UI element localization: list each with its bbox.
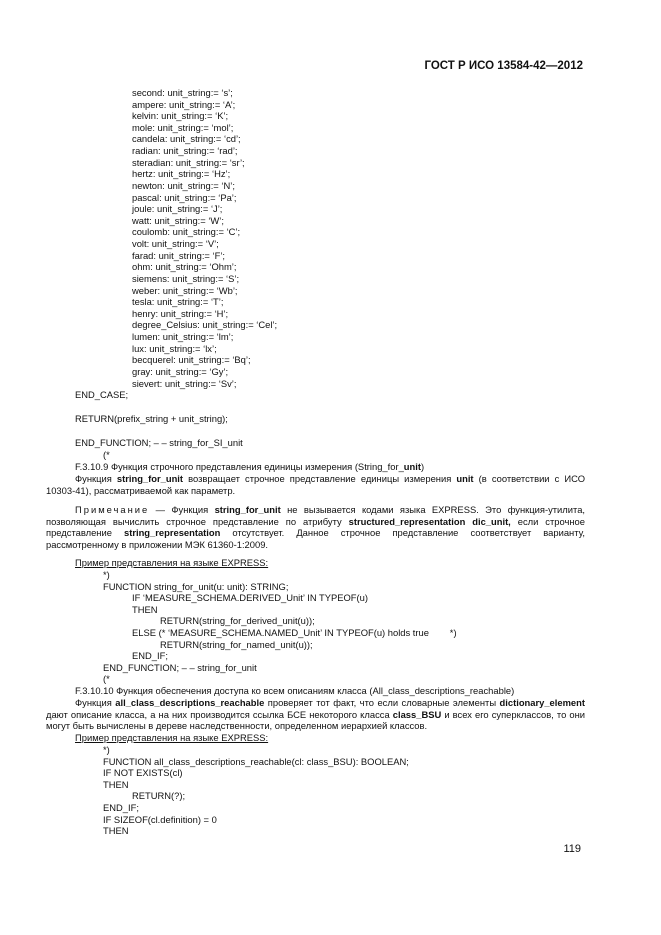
unit-line: tesla: unit_string:= ‘T’; bbox=[132, 296, 224, 308]
unit-line: second: unit_string:= ‘s’; bbox=[132, 87, 233, 98]
section-title-3109: F.3.10.9 Функция строчного представления единицы измерения (String_for_unit) bbox=[75, 461, 425, 472]
paragraph-31010: Функция all_class_descriptions_reachable проверяет тот факт, что если словарные элементы dictionary_element дают описание класса, а на них производится ссылка БСЕ некоторого класса class_BSU и всех его суперклассов, то они могут быть вычислены в дереве наследственности, определенном иерархией классов. bbox=[46, 697, 585, 732]
code-line: END_FUNCTION; – – string_for_unit bbox=[103, 661, 257, 673]
unit-line: siemens: unit_string:= ‘S’; bbox=[132, 272, 240, 284]
code-line: THEN bbox=[132, 603, 158, 615]
unit-line: newton: unit_string:= ‘N’; bbox=[132, 179, 235, 191]
unit-line: kelvin: unit_string:= ‘K’; bbox=[132, 110, 229, 122]
unit-line: degree_Celsius: unit_string:= ‘Cel’; bbox=[132, 319, 278, 331]
code-line: IF SIZEOF(cl.definition) = 0 bbox=[103, 813, 217, 825]
code-line: RETURN(?); bbox=[132, 790, 186, 802]
code-line: FUNCTION all_class_descriptions_reachable(cl: class_BSU): BOOLEAN; bbox=[103, 755, 409, 767]
code-line: IF ‘MEASURE_SCHEMA.DERIVED_Unit’ IN TYPEOF(u) bbox=[132, 592, 368, 604]
unit-line: henry: unit_string:= ‘H’; bbox=[132, 307, 229, 319]
code-line: RETURN(string_for_named_unit(u)); bbox=[160, 638, 313, 650]
code-line: END_IF; bbox=[132, 650, 168, 662]
return-line: RETURN(prefix_string + unit_string); bbox=[75, 413, 228, 424]
unit-line: lux: unit_string:= ‘lx’; bbox=[132, 342, 217, 354]
page-number: 119 bbox=[563, 843, 581, 855]
end-case-line: END_CASE; bbox=[75, 389, 129, 400]
code-line: ELSE (* ‘MEASURE_SCHEMA.NAMED_Unit’ IN TYPEOF(u) holds true *) bbox=[132, 627, 457, 638]
code-line: THEN bbox=[103, 778, 129, 790]
code-line: *) bbox=[103, 569, 110, 580]
unit-line: mole: unit_string:= ‘mol’; bbox=[132, 121, 234, 133]
unit-line: hertz: unit_string:= ‘Hz’; bbox=[132, 168, 231, 180]
unit-line: farad: unit_string:= ‘F’; bbox=[132, 249, 226, 261]
unit-line: lumen: unit_string:= ‘lm’; bbox=[132, 331, 234, 343]
unit-line: watt: unit_string:= ‘W’; bbox=[132, 214, 224, 226]
unit-line: steradian: unit_string:= ‘sr’; bbox=[132, 156, 245, 168]
example-label-2: Пример представления на языке EXPRESS: bbox=[75, 732, 269, 743]
code-line: *) bbox=[103, 744, 110, 755]
unit-line: weber: unit_string:= ‘Wb’; bbox=[132, 284, 238, 296]
code-line: THEN bbox=[103, 825, 129, 837]
paragraph-3109: Функция string_for_unit возвращает строчное представление единицы измерения unit (в соответствии с ИСО 10303-41), рассматриваемой как параметр. bbox=[46, 473, 585, 496]
code-line: END_IF; bbox=[103, 802, 139, 813]
unit-line: ampere: unit_string:= ‘A’; bbox=[132, 98, 236, 110]
example-label-1: Пример представления на языке EXPRESS: bbox=[75, 557, 269, 568]
unit-line: radian: unit_string:= ‘rad’; bbox=[132, 145, 238, 157]
unit-line: becquerel: unit_string:= ‘Bq’; bbox=[132, 354, 251, 366]
code-line: IF NOT EXISTS(cl) bbox=[103, 767, 183, 779]
unit-line: joule: unit_string:= ‘J’; bbox=[132, 203, 223, 215]
comment-open-line: (* bbox=[103, 449, 110, 460]
unit-line: volt: unit_string:= ‘V’; bbox=[132, 238, 219, 250]
code-line: (* bbox=[103, 673, 110, 685]
unit-line: gray: unit_string:= ‘Gy’; bbox=[132, 365, 229, 377]
end-function-line: END_FUNCTION; – – string_for_SI_unit bbox=[75, 437, 243, 448]
unit-line: pascal: unit_string:= ‘Pa’; bbox=[132, 191, 237, 203]
unit-line: coulomb: unit_string:= ‘C’; bbox=[132, 226, 241, 238]
code-line: RETURN(string_for_derived_unit(u)); bbox=[160, 615, 315, 627]
document-header: ГОСТ Р ИСО 13584-42—2012 bbox=[424, 60, 583, 72]
unit-line: ohm: unit_string:= ‘Ohm’; bbox=[132, 261, 237, 273]
unit-line: sievert: unit_string:= ‘Sv’; bbox=[132, 377, 237, 389]
section-title-31010: F.3.10.10 Функция обеспечения доступа ко всем описаниям класса (All_class_descriptions_reachable) bbox=[75, 685, 515, 696]
unit-line: candela: unit_string:= ‘cd’; bbox=[132, 133, 241, 145]
note-paragraph: Примечание — Функция string_for_unit не вызывается кодами языка EXPRESS. Это функция-утилита, позволяющая вычислить строчное представление по атрибуту structured_representation dic_unit, если строчное представление string_representation отсутствует. Данное строчное представление соответствует варианту, рассмотренному в приложении МЭК 61360-1:2009. bbox=[46, 504, 586, 550]
code-line: FUNCTION string_for_unit(u: unit): STRING; bbox=[103, 580, 289, 592]
